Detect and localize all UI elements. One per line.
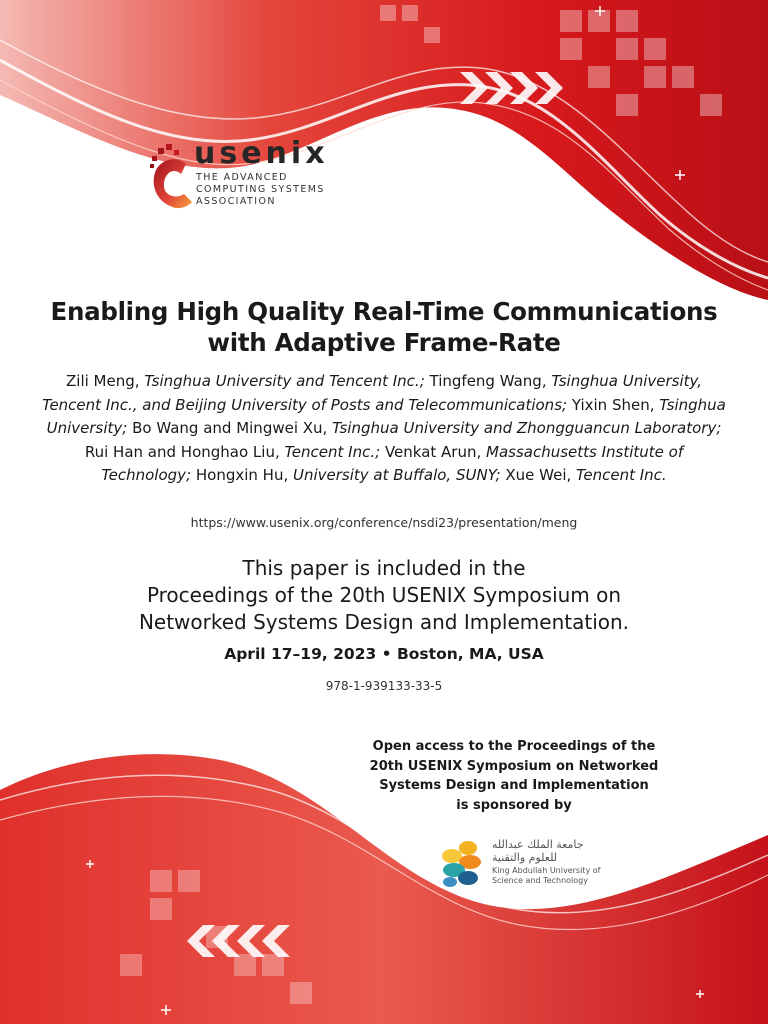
usenix-logo — [148, 136, 348, 217]
title-line: Enabling High Quality Real-Time Communications — [50, 297, 718, 326]
usenix-logo-mark-icon — [148, 142, 194, 214]
author-affiliation: Tsinghua University, Tencent Inc., and Beijing University of Posts and Telecommunications; — [42, 372, 702, 414]
paper-title — [30, 296, 738, 358]
author-name: Yixin Shen, — [567, 395, 660, 414]
author-affiliation: Massachusetts Institute of Technology; — [101, 442, 684, 484]
open-access-statement — [340, 737, 688, 815]
conference-date-location: April 17–19, 2023 • Boston, MA, USA — [224, 645, 544, 663]
author-affiliation: Tsinghua University and Zhongguancun Laboratory; — [332, 419, 722, 437]
proceedings-line: Networked Systems Design and Implementation. — [138, 610, 630, 634]
open-access-line: Open access to the Proceedings of the — [372, 739, 656, 754]
english-line: King Abdullah University of — [492, 866, 601, 875]
kaust-english-name — [492, 866, 600, 886]
author-affiliation: University at Buffalo, SUNY; — [293, 466, 501, 484]
proceedings-statement — [30, 555, 738, 636]
kaust-arabic-name — [492, 838, 596, 864]
open-access-line: is sponsored by — [456, 797, 572, 813]
author-name: Bo Wang and Mingwei Xu, — [127, 419, 333, 437]
author-list — [40, 370, 728, 488]
presentation-url-link[interactable]: https://www.usenix.org/conference/nsdi23/presentation/meng — [190, 515, 578, 530]
author-name: Hongxin Hu, — [191, 466, 293, 484]
author-affiliation: Tsinghua University and Tencent Inc.; — [144, 372, 425, 390]
kaust-logo-mark-icon — [438, 838, 484, 888]
proceedings-line: Proceedings of the 20th USENIX Symposium on — [146, 583, 622, 607]
arabic-line: جامعة الملك عبدالله — [492, 838, 584, 851]
author-name: Rui Han and Honghao Liu, — [84, 442, 285, 461]
proceedings-line: This paper is included in the — [242, 556, 526, 580]
kaust-sponsor-logo — [438, 838, 608, 888]
usenix-wordmark: usenix — [194, 136, 329, 171]
open-access-line: Systems Design and Implementation — [379, 778, 649, 793]
author-affiliation: Tsinghua University; — [46, 395, 726, 437]
tagline-line: COMPUTING SYSTEMS — [196, 184, 325, 195]
author-name: Xue Wei, — [500, 466, 577, 484]
author-name: Zili Meng, — [66, 372, 145, 390]
isbn: 978-1-939133-33-5 — [325, 679, 443, 693]
open-access-line: 20th USENIX Symposium on Networked — [369, 758, 659, 774]
usenix-tagline — [196, 172, 325, 208]
tagline-line: ASSOCIATION — [196, 196, 276, 207]
tagline-line: THE ADVANCED — [196, 172, 288, 183]
author-affiliation: Tencent Inc.; — [284, 442, 381, 461]
author-affiliation: Tencent Inc. — [576, 466, 667, 484]
author-name: Tingfeng Wang, — [424, 372, 552, 390]
title-line: with Adaptive Frame-Rate — [207, 328, 561, 357]
english-line: Science and Technology — [492, 876, 588, 885]
author-name: Venkat Arun, — [380, 442, 487, 461]
arabic-line: للعلوم والتقنية — [492, 851, 558, 864]
